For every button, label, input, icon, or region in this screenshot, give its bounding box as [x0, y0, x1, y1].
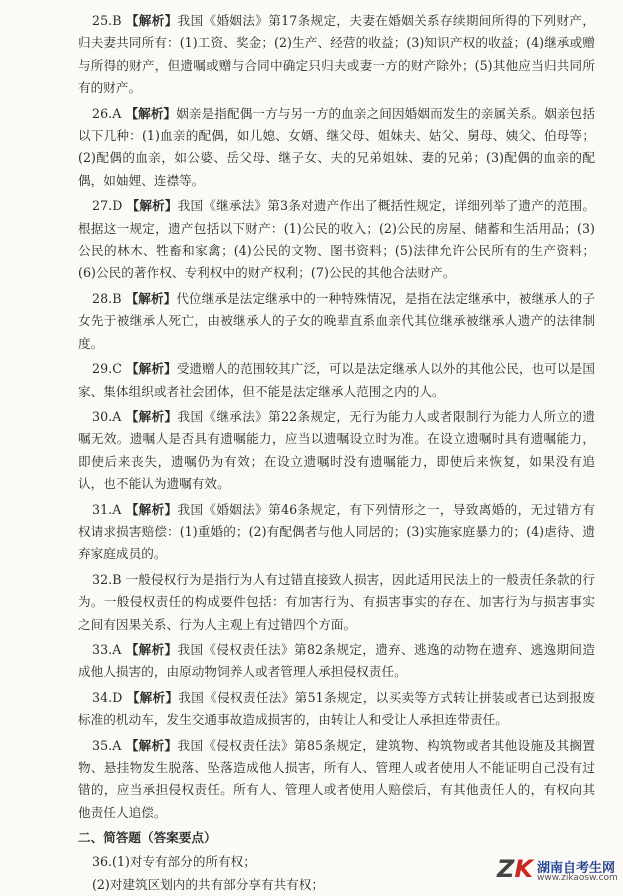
analysis-text: 我国《婚姻法》第46条规定，有下列情形之一，导致离婚的，无过错方有权请求损害赔偿：(1)重婚的；(2)有配偶者与他人同居的；(3)实施家庭暴力的；(4)虐待、遗弃家庭成员的。	[78, 501, 595, 562]
item-number: 29.	[92, 361, 113, 377]
logo-mark-icon: ZK	[497, 855, 534, 883]
answer-item-27	[78, 195, 595, 285]
analysis-tag: 【解析】	[126, 689, 179, 705]
analysis-tag: 【解析】	[125, 737, 178, 753]
answer-item-30	[78, 406, 595, 496]
item-answer: B	[112, 290, 122, 306]
analysis-text: 我国《婚姻法》第17条规定，夫妻在婚姻关系存续期间所得的下列财产，归夫妻共同所有：(1)工资、奖金；(2)生产、经营的收益；(3)知识产权的收益；(4)继承或赠与所得的财产，但遗嘱或赠与合同中确定只归夫或妻一方的财产除外；(5)其他应当归共同所有的财产。	[78, 13, 595, 96]
analysis-text: 我国《侵权责任法》第82条规定，遗弃、逃逸的动物在遗弃、逃逸期间造成他人损害的，由原动物饲养人或者管理人承担侵权责任。	[78, 641, 595, 680]
analysis-tag: 【解析】	[125, 361, 177, 377]
logo-site-url: www.zikaosw.com	[537, 873, 618, 883]
short-answer-line-1: 36.(1)对专有部分的所有权；	[92, 853, 256, 869]
item-number: 33.	[92, 641, 113, 657]
analysis-text: 我国《继承法》第3条对遗产作出了概括性规定，详细列举了遗产的范围。根据这一规定，遗产包括以下财产：(1)公民的收入；(2)公民的房屋、储蓄和生活用品；(3)公民的林木、牲畜和家禽；(4)公民的文物、图书资料；(5)法律允许公民所有的生产资料；(6)公民的著作权、专利权中的财产权利；(7)公民的其他合法财产。	[78, 198, 595, 281]
item-number: 34.	[92, 689, 113, 705]
item-answer: A	[112, 501, 122, 517]
item-number: 28.	[92, 290, 113, 306]
logo-site-name: 湖南自考生网	[537, 861, 616, 876]
answer-item-29	[78, 358, 595, 403]
item-number: 26.	[92, 105, 113, 121]
analysis-text: 代位继承是法定继承中的一种特殊情况，是指在法定继承中，被继承人的子女先于被继承人死亡，由被继承人的子女的晚辈直系血亲代其位继承被继承人遗产的法律制度。	[78, 290, 595, 351]
answer-item-34	[78, 687, 595, 732]
item-number: 27.	[92, 198, 113, 214]
analysis-text: 我国《侵权责任法》第51条规定，以买卖等方式转让拼装或者已达到报废标准的机动车，发生交通事故造成损害的，由转让人和受让人承担连带责任。	[78, 689, 595, 728]
item-answer: D	[112, 689, 123, 705]
item-number: 25.	[92, 13, 113, 28]
analysis-tag: 【解析】	[125, 408, 178, 424]
short-answer-line-2: (2)对建筑区划内的共有部分享有共有权；	[92, 877, 324, 893]
item-answer: B	[112, 571, 122, 587]
analysis-tag: 【解析】	[125, 13, 178, 28]
analysis-text: 我国《继承法》第22条规定，无行为能力人或者限制行为能力人所立的遗嘱无效。遗嘱人是否具有遗嘱能力，应当以遗嘱设立时为准。在设立遗嘱时具有遗嘱能力，即使后来丧失，遗嘱仍为有效；在设立遗嘱时没有遗嘱能力，即使后来恢复，如果没有追认，也不能认为遗嘱有效。	[78, 408, 595, 492]
analysis-text: 一般侵权行为是指行为人有过错直接致人损害，因此适用民法上的一般责任条款的行为。一般侵权责任的构成要件包括：有加害行为、有损害事实的存在、加害行为与损害事实之间有因果关系、行为人主观上有过错四个方面。	[78, 571, 595, 632]
analysis-text: 受遗赠人的范围较其广泛，可以是法定继承人以外的其他公民，也可以是国家、集体组织或者社会团体，但不能是法定继承人范围之内的人。	[78, 361, 595, 399]
analysis-tag: 【解析】	[125, 641, 178, 657]
item-answer: A	[112, 737, 122, 753]
item-answer: B	[112, 13, 122, 28]
section-heading: 二、简答题（答案要点）	[78, 830, 217, 846]
answer-item-32	[78, 569, 595, 636]
analysis-text: 姻亲是指配偶一方与另一方的血亲之间因婚姻而发生的亲属关系。姻亲包括以下几种：(1)血亲的配偶，如儿媳、女婿、继父母、姐妹夫、姑父、舅母、姨父、伯母等；(2)配偶的血亲，如公婆、岳父母、继子女、夫的兄弟姐妹、妻的兄弟；(3)配偶的血亲的配偶，如妯娌、连襟等。	[78, 105, 596, 188]
analysis-text: 我国《侵权责任法》第85条规定，建筑物、构筑物或者其他设施及其搁置物、悬挂物发生脱落、坠落造成他人损害，所有人、管理人或者使用人不能证明自己没有过错的，应当承担侵权责任。所有人、管理人或者使用人赔偿后，有其他责任人的，有权向其他责任人追偿。	[78, 737, 595, 820]
answer-item-28	[78, 288, 595, 355]
analysis-tag: 【解析】	[126, 198, 178, 214]
item-answer: A	[112, 641, 122, 657]
analysis-tag: 【解析】	[125, 105, 177, 121]
item-answer: C	[112, 361, 122, 377]
item-answer: A	[112, 105, 122, 121]
answer-item-31	[78, 499, 595, 566]
item-answer: A	[112, 408, 122, 424]
answer-item-35	[78, 735, 595, 825]
item-answer: D	[112, 198, 123, 214]
analysis-tag: 【解析】	[125, 290, 177, 306]
answer-item-33	[78, 639, 595, 684]
item-number: 31.	[92, 501, 113, 517]
analysis-tag: 【解析】	[125, 501, 178, 517]
item-number: 32.	[92, 571, 113, 587]
site-logo	[497, 856, 617, 886]
answer-item-26	[78, 103, 595, 193]
answer-item-25	[78, 10, 595, 100]
item-number: 35.	[92, 737, 113, 753]
item-number: 30.	[92, 408, 113, 424]
